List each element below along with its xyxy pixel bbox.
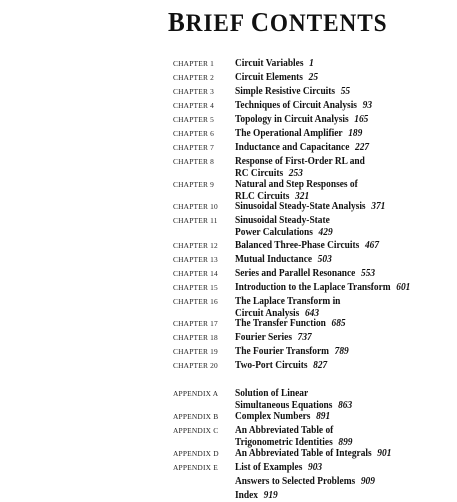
entry-title-text: An Abbreviated Table of Integrals bbox=[235, 448, 372, 459]
entry-title-line bbox=[235, 240, 379, 252]
entry-title-text: Simultaneous Equations bbox=[235, 399, 333, 411]
entry-title-line bbox=[235, 227, 333, 239]
appendix-label: APPENDIX B bbox=[173, 412, 219, 421]
page-number: 789 bbox=[334, 346, 349, 357]
page-number: 737 bbox=[297, 332, 312, 343]
entry-title bbox=[235, 215, 333, 238]
entry-title-line bbox=[235, 268, 375, 280]
chapter-label: CHAPTER 10 bbox=[173, 202, 218, 211]
page-number: 321 bbox=[295, 190, 310, 202]
entry-title bbox=[235, 268, 375, 280]
page-number: 909 bbox=[360, 476, 375, 487]
entry-title-line bbox=[235, 476, 375, 488]
chapter-label: CHAPTER 3 bbox=[173, 87, 215, 96]
appendix-label: APPENDIX E bbox=[173, 463, 218, 472]
entry-title-line bbox=[235, 332, 312, 344]
entry-title-text: Topology in Circuit Analysis bbox=[235, 114, 349, 125]
entry-title bbox=[235, 318, 346, 330]
page-number: 901 bbox=[377, 448, 392, 459]
entry-title bbox=[235, 296, 340, 319]
entry-title bbox=[235, 100, 372, 112]
entry-title bbox=[235, 86, 350, 98]
chapter-label: CHAPTER 11 bbox=[173, 216, 218, 225]
entry-title-line bbox=[235, 448, 391, 460]
entry-title-text: Sinusoidal Steady-State Analysis bbox=[235, 201, 366, 212]
entry-title-text: Complex Numbers bbox=[235, 411, 311, 422]
appendix-label: APPENDIX C bbox=[173, 426, 219, 435]
page-title: BRIEF CONTENTS bbox=[168, 7, 388, 37]
chapter-label: CHAPTER 8 bbox=[173, 157, 215, 166]
chapter-label: CHAPTER 12 bbox=[173, 241, 218, 250]
entry-title-text: Index bbox=[235, 490, 258, 501]
page-number: 919 bbox=[263, 490, 278, 501]
entry-title bbox=[235, 254, 332, 266]
chapter-label: CHAPTER 6 bbox=[173, 129, 215, 138]
chapter-label: CHAPTER 17 bbox=[173, 319, 218, 328]
page-number: 685 bbox=[331, 318, 346, 329]
entry-title-text: List of Examples bbox=[235, 462, 303, 473]
entry-title-text: Natural and Step Responses of bbox=[235, 179, 358, 190]
entry-title-text: The Transfer Function bbox=[235, 318, 326, 329]
entry-title-line bbox=[235, 318, 346, 330]
entry-title-line bbox=[235, 114, 368, 126]
page-number: 467 bbox=[364, 240, 380, 251]
entry-title-text: Two-Port Circuits bbox=[235, 360, 308, 371]
page-number: 227 bbox=[355, 142, 370, 153]
chapter-label: CHAPTER 19 bbox=[173, 347, 218, 356]
page-number: 93 bbox=[362, 100, 373, 111]
entry-title-text: Trigonometric Identities bbox=[235, 436, 333, 448]
entry-title-text: Solution of Linear bbox=[235, 388, 309, 399]
entry-title bbox=[235, 360, 327, 372]
entry-title bbox=[235, 240, 379, 252]
entry-title-text: Sinusoidal Steady-State bbox=[235, 215, 330, 226]
entry-title-text: Power Calculations bbox=[235, 226, 313, 238]
entry-title bbox=[235, 448, 391, 460]
entry-title bbox=[235, 462, 322, 474]
page-number: 371 bbox=[371, 201, 386, 212]
chapter-label: CHAPTER 16 bbox=[173, 297, 218, 306]
entry-title-text: The Fourier Transform bbox=[235, 346, 329, 357]
entry-title-text: RC Circuits bbox=[235, 167, 284, 179]
entry-title-line bbox=[235, 254, 332, 266]
page-number: 503 bbox=[317, 254, 332, 265]
page-number: 601 bbox=[396, 282, 411, 293]
entry-title-line bbox=[235, 411, 330, 423]
entry-title-line bbox=[235, 58, 314, 70]
entry-title-line bbox=[235, 128, 362, 140]
entry-title-text: The Operational Amplifier bbox=[235, 128, 343, 139]
page-number: 891 bbox=[316, 411, 331, 422]
entry-title bbox=[235, 114, 368, 126]
page-number: 429 bbox=[318, 226, 333, 238]
page-number: 827 bbox=[313, 360, 328, 371]
entry-title-line bbox=[235, 360, 327, 372]
entry-title bbox=[235, 332, 312, 344]
entry-title-line bbox=[235, 179, 358, 191]
entry-title-text: Techniques of Circuit Analysis bbox=[235, 100, 357, 111]
page-number: 25 bbox=[308, 72, 319, 83]
page-number: 903 bbox=[308, 462, 323, 473]
entry-title-line bbox=[235, 346, 349, 358]
entry-title-line bbox=[235, 72, 318, 84]
entry-title-line bbox=[235, 168, 365, 180]
entry-title-text: Inductance and Capacitance bbox=[235, 142, 350, 153]
entry-title-text: Simple Resistive Circuits bbox=[235, 86, 336, 97]
entry-title-line bbox=[235, 437, 352, 449]
chapter-label: CHAPTER 4 bbox=[173, 101, 215, 110]
entry-title-line bbox=[235, 462, 322, 474]
page-number: 863 bbox=[338, 399, 353, 411]
chapter-label: CHAPTER 15 bbox=[173, 283, 218, 292]
entry-title-text: RLC Circuits bbox=[235, 190, 290, 202]
entry-title-line bbox=[235, 142, 369, 154]
page-number: 55 bbox=[340, 86, 351, 97]
entry-title-line bbox=[235, 388, 352, 400]
chapter-label: CHAPTER 7 bbox=[173, 143, 215, 152]
entry-title-text: Answers to Selected Problems bbox=[235, 476, 356, 487]
entry-title-text: Circuit Analysis bbox=[235, 307, 300, 319]
entry-title-text: Circuit Elements bbox=[235, 72, 303, 83]
entry-title-line bbox=[235, 425, 352, 437]
page-number: 253 bbox=[288, 167, 303, 179]
chapter-label: CHAPTER 2 bbox=[173, 73, 215, 82]
entry-title-line bbox=[235, 400, 352, 412]
entry-title bbox=[235, 156, 365, 179]
entry-title-text: Circuit Variables bbox=[235, 58, 304, 69]
entry-title bbox=[235, 346, 349, 358]
appendix-label: APPENDIX D bbox=[173, 449, 219, 458]
chapter-label: CHAPTER 14 bbox=[173, 269, 218, 278]
entry-title bbox=[235, 411, 330, 423]
entry-title bbox=[235, 425, 352, 448]
page-number: 1 bbox=[309, 58, 314, 69]
chapter-label: CHAPTER 5 bbox=[173, 115, 215, 124]
chapter-label: CHAPTER 9 bbox=[173, 180, 215, 189]
entry-title-text: Balanced Three-Phase Circuits bbox=[235, 240, 360, 251]
entry-title-line bbox=[235, 156, 365, 168]
entry-title bbox=[235, 128, 362, 140]
entry-title bbox=[235, 142, 369, 154]
entry-title-text: Mutual Inductance bbox=[235, 254, 313, 265]
entry-title bbox=[235, 58, 314, 70]
entry-title-text: An Abbreviated Table of bbox=[235, 425, 334, 436]
chapter-label: CHAPTER 20 bbox=[173, 361, 218, 370]
entry-title bbox=[235, 388, 352, 411]
chapter-label: CHAPTER 13 bbox=[173, 255, 218, 264]
entry-title-line bbox=[235, 201, 385, 213]
entry-title-line bbox=[235, 215, 333, 227]
entry-title bbox=[235, 179, 358, 202]
chapter-label: CHAPTER 18 bbox=[173, 333, 218, 342]
appendix-label: APPENDIX A bbox=[173, 389, 219, 398]
entry-title bbox=[235, 72, 318, 84]
page-number: 165 bbox=[354, 114, 369, 125]
entry-title-text: Series and Parallel Resonance bbox=[235, 268, 356, 279]
entry-title bbox=[235, 282, 410, 294]
entry-title-line bbox=[235, 282, 410, 294]
page-number: 189 bbox=[348, 128, 363, 139]
entry-title-text: The Laplace Transform in bbox=[235, 296, 341, 307]
entry-title bbox=[235, 201, 385, 213]
page-number: 899 bbox=[338, 436, 353, 448]
entry-title-text: Response of First-Order RL and bbox=[235, 156, 365, 167]
entry-title bbox=[235, 476, 375, 488]
entry-title-line bbox=[235, 86, 350, 98]
entry-title-line bbox=[235, 100, 372, 112]
chapter-label: CHAPTER 1 bbox=[173, 59, 215, 68]
page-number: 643 bbox=[304, 307, 320, 319]
entry-title-text: Introduction to the Laplace Transform bbox=[235, 282, 391, 293]
entry-title-text: Fourier Series bbox=[235, 332, 293, 343]
entry-title-line bbox=[235, 296, 340, 308]
page-number: 553 bbox=[361, 268, 376, 279]
